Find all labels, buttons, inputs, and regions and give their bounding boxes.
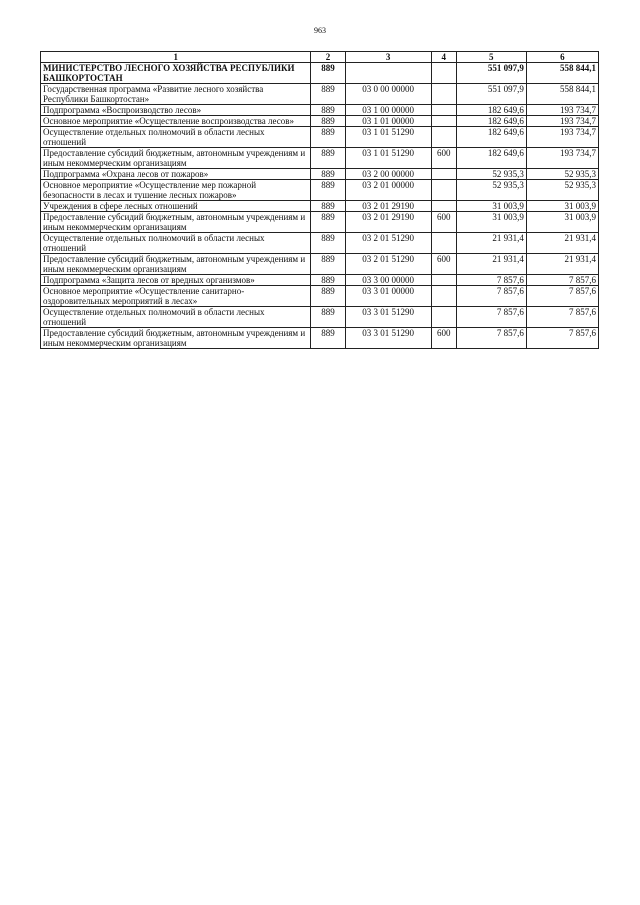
row-code-cell: 889 [311, 127, 345, 148]
header-col-2: 2 [311, 52, 345, 63]
row-amount-1-cell: 52 935,3 [456, 169, 526, 180]
row-article-cell: 03 2 01 29190 [345, 212, 431, 233]
row-code-cell: 889 [311, 286, 345, 307]
row-amount-2-cell: 52 935,3 [526, 169, 598, 180]
row-amount-2-cell: 31 003,9 [526, 201, 598, 212]
row-amount-2-cell: 7 857,6 [526, 328, 598, 349]
row-article-cell: 03 2 01 51290 [345, 254, 431, 275]
row-name-cell: Осуществление отдельных полномочий в области лесных отношений [41, 233, 311, 254]
row-code-cell: 889 [311, 148, 345, 169]
row-type-cell [431, 84, 456, 105]
row-type-cell [431, 307, 456, 328]
row-amount-1-cell: 182 649,6 [456, 116, 526, 127]
row-amount-1-cell: 551 097,9 [456, 84, 526, 105]
row-name-cell: Предоставление субсидий бюджетным, автономным учреждениям и иным некоммерческим организациям [41, 212, 311, 233]
row-amount-2-cell: 193 734,7 [526, 148, 598, 169]
table-row [41, 328, 599, 349]
page-number: 963 [314, 26, 326, 35]
table-row [41, 84, 599, 105]
row-amount-2-cell: 558 844,1 [526, 84, 598, 105]
row-amount-1-cell: 551 097,9 [456, 63, 526, 84]
row-amount-1-cell: 7 857,6 [456, 275, 526, 286]
table-row [41, 169, 599, 180]
row-article-cell: 03 0 00 00000 [345, 84, 431, 105]
row-article-cell: 03 1 01 51290 [345, 127, 431, 148]
row-type-cell: 600 [431, 148, 456, 169]
row-amount-1-cell: 21 931,4 [456, 254, 526, 275]
table-row [41, 105, 599, 116]
row-amount-1-cell: 52 935,3 [456, 180, 526, 201]
table-row [41, 148, 599, 169]
row-name-cell: Основное мероприятие «Осуществление воспроизводства лесов» [41, 116, 311, 127]
table-row [41, 201, 599, 212]
row-amount-2-cell: 31 003,9 [526, 212, 598, 233]
row-article-cell: 03 3 00 00000 [345, 275, 431, 286]
row-amount-1-cell: 21 931,4 [456, 233, 526, 254]
row-article-cell: 03 1 00 00000 [345, 105, 431, 116]
row-type-cell [431, 286, 456, 307]
row-code-cell: 889 [311, 169, 345, 180]
row-name-cell: Основное мероприятие «Осуществление санитарно-оздоровительных мероприятий в лесах» [41, 286, 311, 307]
row-name-cell: Осуществление отдельных полномочий в области лесных отношений [41, 127, 311, 148]
row-code-cell: 889 [311, 212, 345, 233]
row-amount-1-cell: 182 649,6 [456, 105, 526, 116]
header-col-1: 1 [41, 52, 311, 63]
row-article-cell: 03 2 00 00000 [345, 169, 431, 180]
table-row [41, 63, 599, 84]
row-name-cell: Подпрограмма «Воспроизводство лесов» [41, 105, 311, 116]
budget-table [40, 51, 599, 349]
table-row [41, 307, 599, 328]
header-col-4: 4 [431, 52, 456, 63]
row-code-cell: 889 [311, 328, 345, 349]
row-amount-1-cell: 182 649,6 [456, 148, 526, 169]
row-type-cell [431, 169, 456, 180]
table-row [41, 233, 599, 254]
row-article-cell: 03 2 01 29190 [345, 201, 431, 212]
row-name-cell: Подпрограмма «Охрана лесов от пожаров» [41, 169, 311, 180]
row-type-cell [431, 275, 456, 286]
row-amount-2-cell: 7 857,6 [526, 275, 598, 286]
row-amount-2-cell: 193 734,7 [526, 116, 598, 127]
row-name-cell: Предоставление субсидий бюджетным, автономным учреждениям и иным некоммерческим организациям [41, 148, 311, 169]
row-amount-2-cell: 21 931,4 [526, 254, 598, 275]
row-type-cell [431, 233, 456, 254]
row-code-cell: 889 [311, 180, 345, 201]
row-article-cell: 03 3 01 00000 [345, 286, 431, 307]
row-article-cell: 03 2 01 00000 [345, 180, 431, 201]
header-row [41, 52, 599, 63]
table-row [41, 116, 599, 127]
row-name-cell: Осуществление отдельных полномочий в области лесных отношений [41, 307, 311, 328]
row-article-cell: 03 2 01 51290 [345, 233, 431, 254]
row-type-cell: 600 [431, 254, 456, 275]
row-name-cell: Предоставление субсидий бюджетным, автономным учреждениям и иным некоммерческим организациям [41, 254, 311, 275]
row-name-cell: Основное мероприятие «Осуществление мер пожарной безопасности в лесах и тушение лесных пожаров» [41, 180, 311, 201]
table-row [41, 180, 599, 201]
row-code-cell: 889 [311, 116, 345, 127]
header-col-6: 6 [526, 52, 598, 63]
row-name-cell: Учреждения в сфере лесных отношений [41, 201, 311, 212]
row-amount-2-cell: 193 734,7 [526, 105, 598, 116]
table-row [41, 275, 599, 286]
row-article-cell: 03 1 01 51290 [345, 148, 431, 169]
row-amount-2-cell: 21 931,4 [526, 233, 598, 254]
row-article-cell [345, 63, 431, 84]
row-name-cell: Предоставление субсидий бюджетным, автономным учреждениям и иным некоммерческим организациям [41, 328, 311, 349]
row-name-cell: Подпрограмма «Защита лесов от вредных организмов» [41, 275, 311, 286]
row-code-cell: 889 [311, 84, 345, 105]
row-type-cell: 600 [431, 212, 456, 233]
row-code-cell: 889 [311, 63, 345, 84]
row-amount-2-cell: 558 844,1 [526, 63, 598, 84]
row-amount-2-cell: 193 734,7 [526, 127, 598, 148]
row-type-cell [431, 105, 456, 116]
row-article-cell: 03 1 01 00000 [345, 116, 431, 127]
row-amount-2-cell: 52 935,3 [526, 180, 598, 201]
row-type-cell [431, 116, 456, 127]
row-code-cell: 889 [311, 201, 345, 212]
header-col-3: 3 [345, 52, 431, 63]
header-col-5: 5 [456, 52, 526, 63]
table-row [41, 127, 599, 148]
row-amount-1-cell: 7 857,6 [456, 307, 526, 328]
row-amount-2-cell: 7 857,6 [526, 286, 598, 307]
row-amount-1-cell: 182 649,6 [456, 127, 526, 148]
row-code-cell: 889 [311, 275, 345, 286]
row-amount-1-cell: 31 003,9 [456, 201, 526, 212]
row-amount-1-cell: 7 857,6 [456, 286, 526, 307]
table-row [41, 254, 599, 275]
row-type-cell [431, 127, 456, 148]
row-amount-1-cell: 7 857,6 [456, 328, 526, 349]
row-article-cell: 03 3 01 51290 [345, 307, 431, 328]
row-amount-2-cell: 7 857,6 [526, 307, 598, 328]
row-article-cell: 03 3 01 51290 [345, 328, 431, 349]
row-amount-1-cell: 31 003,9 [456, 212, 526, 233]
row-code-cell: 889 [311, 105, 345, 116]
table-row [41, 212, 599, 233]
row-name-cell: Государственная программа «Развитие лесного хозяйства Республики Башкортостан» [41, 84, 311, 105]
row-type-cell [431, 201, 456, 212]
table-row [41, 286, 599, 307]
budget-table-body [41, 52, 599, 349]
row-code-cell: 889 [311, 233, 345, 254]
row-code-cell: 889 [311, 307, 345, 328]
row-type-cell [431, 63, 456, 84]
row-code-cell: 889 [311, 254, 345, 275]
row-type-cell [431, 180, 456, 201]
row-type-cell: 600 [431, 328, 456, 349]
row-name-cell: МИНИСТЕРСТВО ЛЕСНОГО ХОЗЯЙСТВА РЕСПУБЛИКИ БАШКОРТОСТАН [41, 63, 311, 84]
